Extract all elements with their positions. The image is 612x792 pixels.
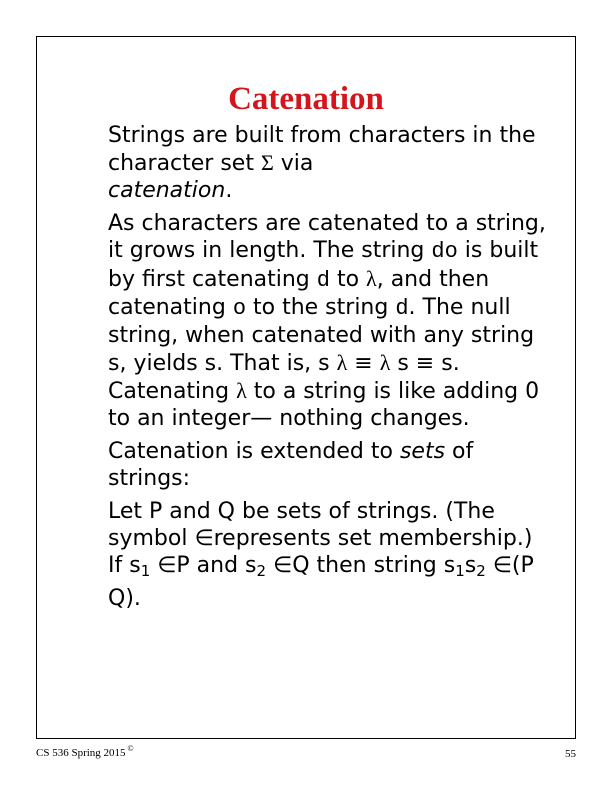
lambda-symbol: λ xyxy=(336,350,348,375)
text-span: of strings: xyxy=(108,439,474,491)
code-o: o xyxy=(232,296,247,321)
text-span: s ≡ s. Catenating xyxy=(108,351,460,404)
text-span: As characters are catenated to a string, it grows in length. The string xyxy=(108,211,546,263)
copyright-mark: © xyxy=(127,744,134,753)
code-d: d xyxy=(395,296,409,321)
text-span: Strings are built from characters in the character set xyxy=(108,123,536,176)
text-span: ∈P and s xyxy=(150,553,257,578)
sigma-symbol: Σ xyxy=(260,150,274,175)
emphasis-catenation: catenation xyxy=(108,178,226,203)
subscript: 1 xyxy=(140,562,151,580)
text-span: via xyxy=(273,151,314,176)
subscript: 1 xyxy=(455,562,465,580)
lambda-symbol: λ xyxy=(236,378,247,403)
text-span: Catenation is extended to xyxy=(108,439,400,464)
text-span: to the string xyxy=(246,295,396,320)
text-span: , and then catenating xyxy=(108,267,490,320)
text-span: ∈Q then string s xyxy=(266,553,456,578)
code-do: do xyxy=(431,239,458,264)
slide-body xyxy=(108,122,548,618)
text-span: to a string is like adding 0 to an integer— nothing changes. xyxy=(108,379,540,431)
page-number: 55 xyxy=(565,748,576,760)
footer-course xyxy=(36,744,134,759)
text-span: Let P and Q be sets of strings. (The symbol ∈represents set membership.) If s xyxy=(108,499,533,578)
emphasis-sets: sets xyxy=(399,439,446,464)
paragraph-set-membership xyxy=(108,498,548,612)
slide-title: Catenation xyxy=(228,81,384,117)
text-span: to xyxy=(329,267,367,292)
lambda-symbol: λ xyxy=(366,266,377,291)
footer-course-text: CS 536 Spring 2015 xyxy=(36,747,126,759)
paragraph-string-growth xyxy=(108,210,548,432)
text-span: . xyxy=(225,178,233,203)
lambda-symbol: λ xyxy=(379,350,391,375)
text-span: ≡ xyxy=(347,351,380,376)
text-span: s xyxy=(464,553,477,578)
paragraph-sets-of-strings xyxy=(108,438,548,492)
code-d: d xyxy=(316,268,330,293)
text-span: ∈(P Q). xyxy=(108,553,534,611)
text-span: . The null string, when catenated with any string s, yields s. That is, s xyxy=(108,295,535,376)
text-span: is built by first catenating xyxy=(108,238,539,292)
subscript: 2 xyxy=(476,562,486,580)
paragraph-catenation-intro xyxy=(108,122,548,204)
subscript: 2 xyxy=(256,562,267,580)
